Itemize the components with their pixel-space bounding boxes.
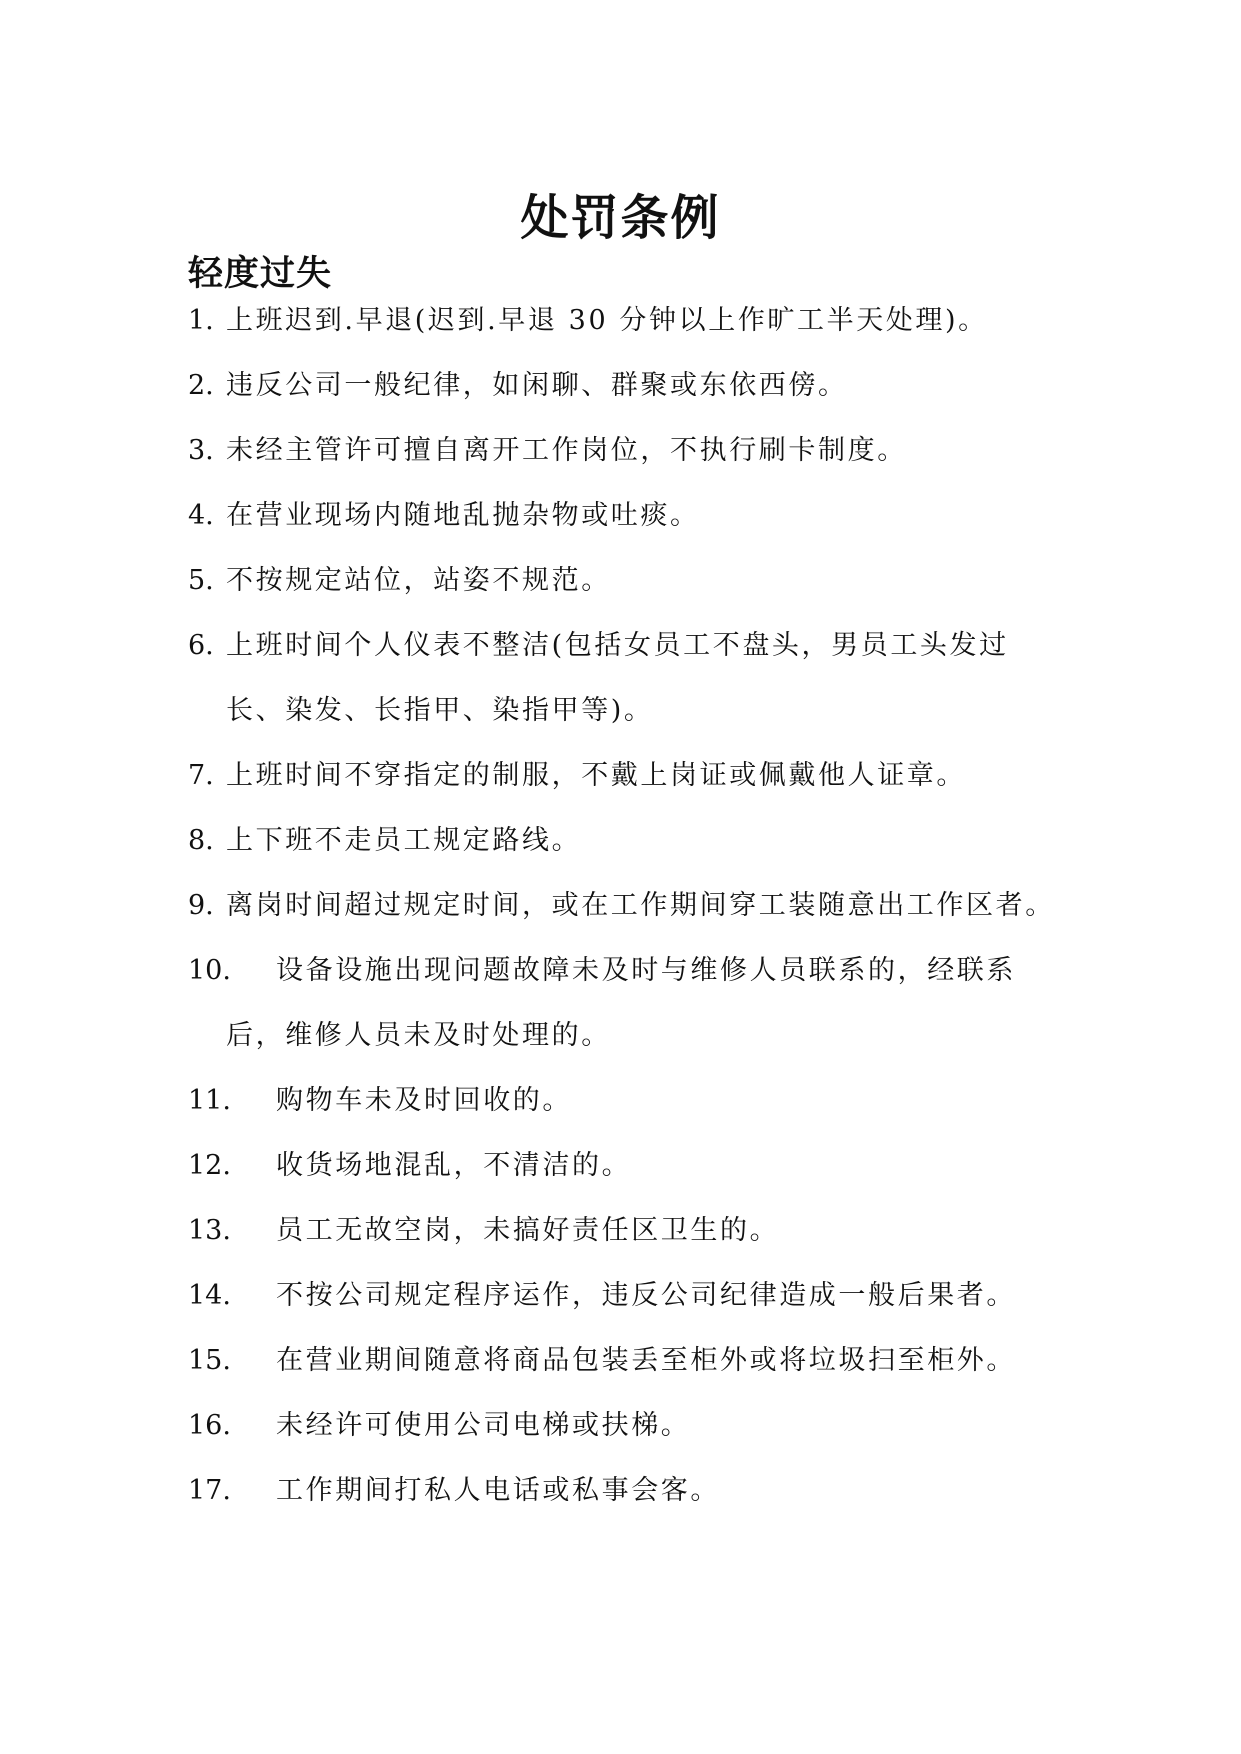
rule-item: [188, 1263, 1058, 1328]
rule-text: 上班迟到.早退(迟到.早退 30 分钟以上作旷工半天处理)。: [226, 305, 988, 336]
rule-number: 17.: [188, 1475, 231, 1506]
rule-text: 收货场地混乱，不清洁的。: [276, 1150, 632, 1181]
rule-number: 9.: [188, 890, 214, 921]
rule-text: 上班时间个人仪表不整洁(包括女员工不盘头，男员工头发过长、染发、长指甲、染指甲等)。: [226, 630, 1009, 726]
rule-item: [188, 353, 1058, 418]
rule-number: 12.: [188, 1150, 231, 1181]
rule-text: 工作期间打私人电话或私事会客。: [276, 1475, 720, 1506]
rule-text: 离岗时间超过规定时间，或在工作期间穿工装随意出工作区者。: [226, 890, 1055, 921]
rule-text: 上班时间不穿指定的制服，不戴上岗证或佩戴他人证章。: [226, 760, 966, 791]
rule-text: 上下班不走员工规定路线。: [226, 825, 582, 856]
rule-number: 2.: [188, 370, 214, 401]
rule-number: 8.: [188, 825, 214, 856]
rule-text: 员工无故空岗，未搞好责任区卫生的。: [276, 1215, 780, 1246]
rule-number: 7.: [188, 760, 214, 791]
rule-text: 购物车未及时回收的。: [276, 1085, 572, 1116]
rule-item: [188, 1328, 1058, 1393]
rule-text: 设备设施出现问题故障未及时与维修人员联系的，经联系后，维修人员未及时处理的。: [226, 955, 1016, 1051]
rule-item: [188, 743, 1058, 808]
rule-item: [188, 418, 1058, 483]
rule-text: 不按公司规定程序运作，违反公司纪律造成一般后果者。: [276, 1280, 1016, 1311]
rule-item: [188, 938, 1058, 1068]
rule-text: 违反公司一般纪律，如闲聊、群聚或东依西傍。: [226, 370, 848, 401]
rule-number: 1.: [188, 305, 214, 336]
rule-text: 在营业现场内随地乱抛杂物或吐痰。: [226, 500, 700, 531]
rule-item: [188, 288, 1058, 353]
rule-item: [188, 1068, 1058, 1133]
rule-item: [188, 613, 1058, 743]
rule-item: [188, 1393, 1058, 1458]
rule-number: 5.: [188, 565, 214, 596]
rule-number: 15.: [188, 1345, 231, 1376]
rule-item: [188, 873, 1058, 938]
rule-number: 11.: [188, 1085, 231, 1116]
rule-item: [188, 808, 1058, 873]
rule-text: 未经许可使用公司电梯或扶梯。: [276, 1410, 691, 1441]
rule-number: 6.: [188, 630, 214, 661]
rule-text: 未经主管许可擅自离开工作岗位，不执行刷卡制度。: [226, 435, 907, 466]
rule-list: [188, 288, 1058, 1523]
rule-number: 13.: [188, 1215, 231, 1246]
rule-text: 在营业期间随意将商品包装丢至柜外或将垃圾扫至柜外。: [276, 1345, 1016, 1376]
rule-item: [188, 548, 1058, 613]
document-title: 处罚条例: [520, 190, 721, 247]
rule-number: 3.: [188, 435, 214, 466]
rule-item: [188, 1133, 1058, 1198]
rule-number: 10.: [188, 955, 231, 986]
rule-text: 不按规定站位，站姿不规范。: [226, 565, 611, 596]
rule-number: 16.: [188, 1410, 231, 1441]
rule-item: [188, 1458, 1058, 1523]
rule-number: 14.: [188, 1280, 231, 1311]
rule-number: 4.: [188, 500, 214, 531]
rule-item: [188, 1198, 1058, 1263]
section-heading: 轻度过失: [188, 254, 333, 295]
rule-item: [188, 483, 1058, 548]
